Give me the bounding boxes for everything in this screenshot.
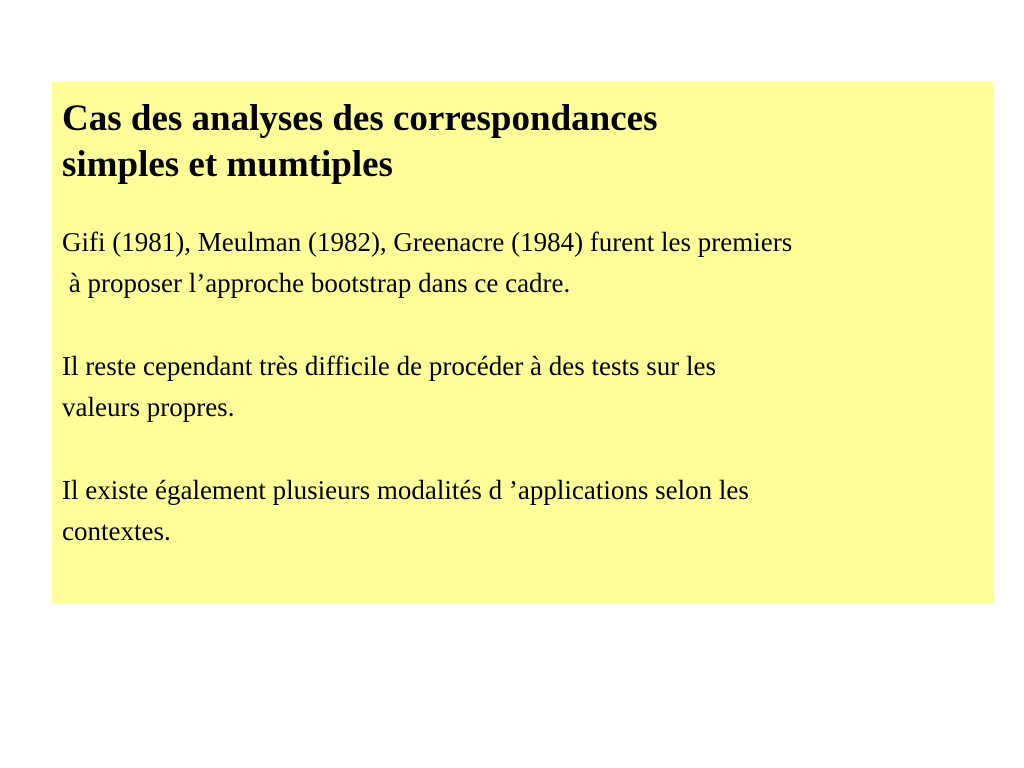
slide-content-box bbox=[52, 82, 994, 604]
paragraph-line: valeurs propres. bbox=[62, 392, 235, 422]
paragraph-line: à proposer l’approche bootstrap dans ce cadre. bbox=[62, 268, 571, 298]
slide-title-line: Cas des analyses des correspondances bbox=[62, 98, 658, 139]
paragraph-eigenvalue-tests bbox=[62, 346, 994, 428]
paragraph-line: contextes. bbox=[62, 516, 171, 546]
slide-title-line: simples et mumtiples bbox=[62, 144, 393, 185]
paragraph-line: Gifi (1981), Meulman (1982), Greenacre (1984) furent les premiers bbox=[62, 227, 793, 257]
paragraph-bootstrap-origins bbox=[62, 222, 994, 304]
paragraph-application-modalities bbox=[62, 470, 994, 552]
paragraph-line: Il reste cependant très difficile de procéder à des tests sur les bbox=[62, 351, 716, 381]
slide-title bbox=[62, 96, 994, 188]
paragraph-line: Il existe également plusieurs modalités d ’applications selon les bbox=[62, 475, 749, 505]
